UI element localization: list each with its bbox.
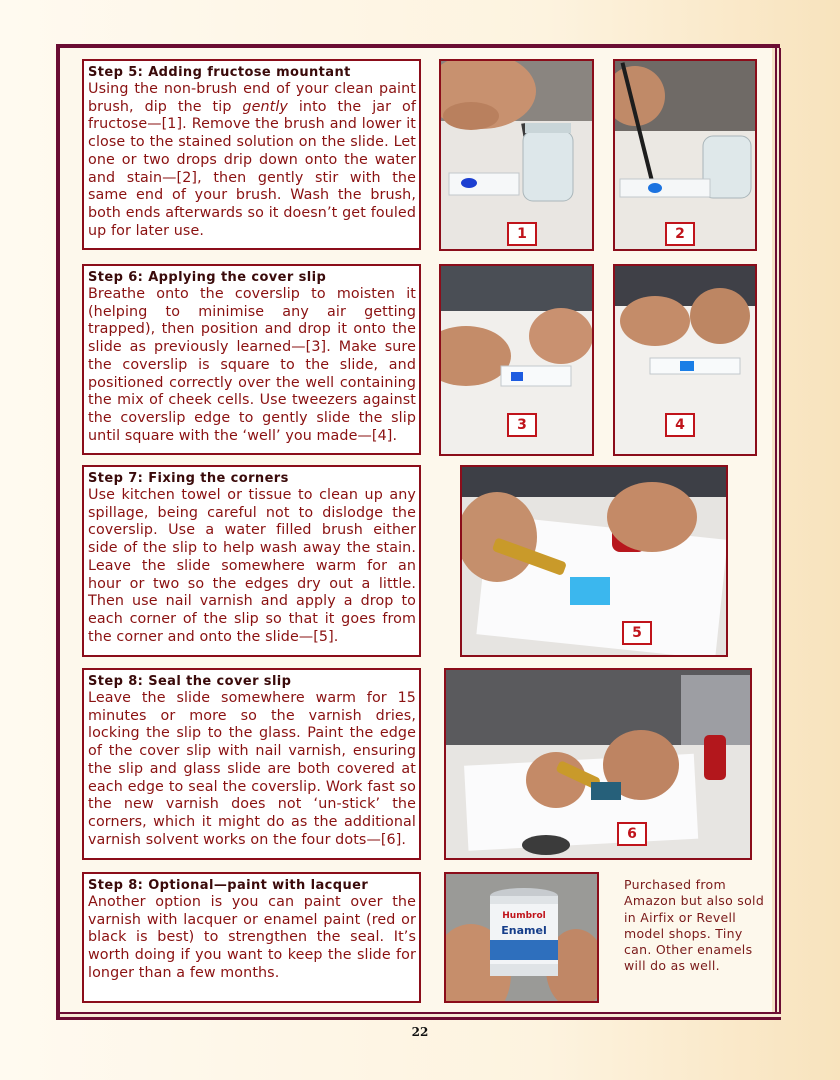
step-5-text: Using the non-brush end of your clean paint brush, dip the tip gently into the jar of fructose—[1]. Remove the brush and lower it close to the stained solution on the slide. Let one or two drops drip down onto the water and stain—[2], then gently stir with the same end of your brush. Wash the brush, both ends afterwards so it doesn’t get fouled up for later use. [88, 81, 416, 239]
frame-shadow-right [772, 48, 781, 1020]
photo-number-3: 3 [507, 413, 537, 437]
photo-5 [460, 465, 728, 657]
photo-number-2: 2 [665, 222, 695, 246]
step-8-text: Leave the slide somewhere warm for 15 minutes or more so the varnish dries, locking the slip to the glass. Paint the edge of the cover slip with nail varnish, ensuring the slip and glass slide are both covered at each edge to seal the coverslip. Work fast so the new varnish does not ‘un-stick’ the corners, which it might do as the additional varnish solvent works on the four dots—[6]. [88, 690, 416, 848]
step-6-heading: Step 6: Applying the cover slip [88, 270, 327, 285]
step-7-heading: Step 7: Fixing the corners [88, 471, 289, 486]
page-number: 22 [411, 1025, 429, 1039]
enamel-note: Purchased from Amazon but also sold in Airfix or Revell model shops. Tiny can. Other enamels will do as well. [624, 877, 765, 974]
step-7-text: Use kitchen towel or tissue to clean up any spillage, being careful not to dislodge the coverslip. Use a water filled brush either side of the slip to help wash away the stain. Leave the slide somewhere warm for an hour or two so the edges dry out a little. Then use nail varnish and apply a drop to each corner of the slip so that it goes from the corner and onto the slide—[5]. [88, 487, 416, 645]
step-9-heading: Step 8: Optional—paint with lacquer [88, 878, 369, 893]
photo-number-5: 5 [622, 621, 652, 645]
can-label-brand: Humbrol [502, 911, 546, 921]
can-label-product: Enamel [501, 924, 547, 937]
photo-number-4: 4 [665, 413, 695, 437]
step-9-text: Another option is you can paint over the varnish with lacquer or enamel paint (red or black is best) to strengthen the seal. It’s worth doing if you want to keep the slide for longer than a few months. [88, 894, 416, 981]
step-5-box [82, 59, 421, 250]
step-7-box [82, 465, 421, 657]
photo-number-6: 6 [617, 822, 647, 846]
frame-shadow-bottom [60, 1012, 781, 1020]
step-9-box [82, 872, 421, 1003]
step-6-text: Breathe onto the coverslip to moisten it (helping to minimise any air getting trapped), then position and drop it onto the slide as previously learned—[3]. Make sure the coverslip is square to the slide, and positioned correctly over the well containing the mix of cheek cells. Use tweezers against the coverslip edge to gently slide the slip until square with the ‘well’ you made—[4]. [88, 286, 416, 444]
step-6-box [82, 264, 421, 455]
step-8-heading: Step 8: Seal the cover slip [88, 674, 292, 689]
photo-number-1: 1 [507, 222, 537, 246]
photo-6 [444, 668, 752, 860]
photo-enamel-can [444, 872, 599, 1003]
step-5-heading: Step 5: Adding fructose mountant [88, 65, 351, 80]
step-8-box [82, 668, 421, 860]
